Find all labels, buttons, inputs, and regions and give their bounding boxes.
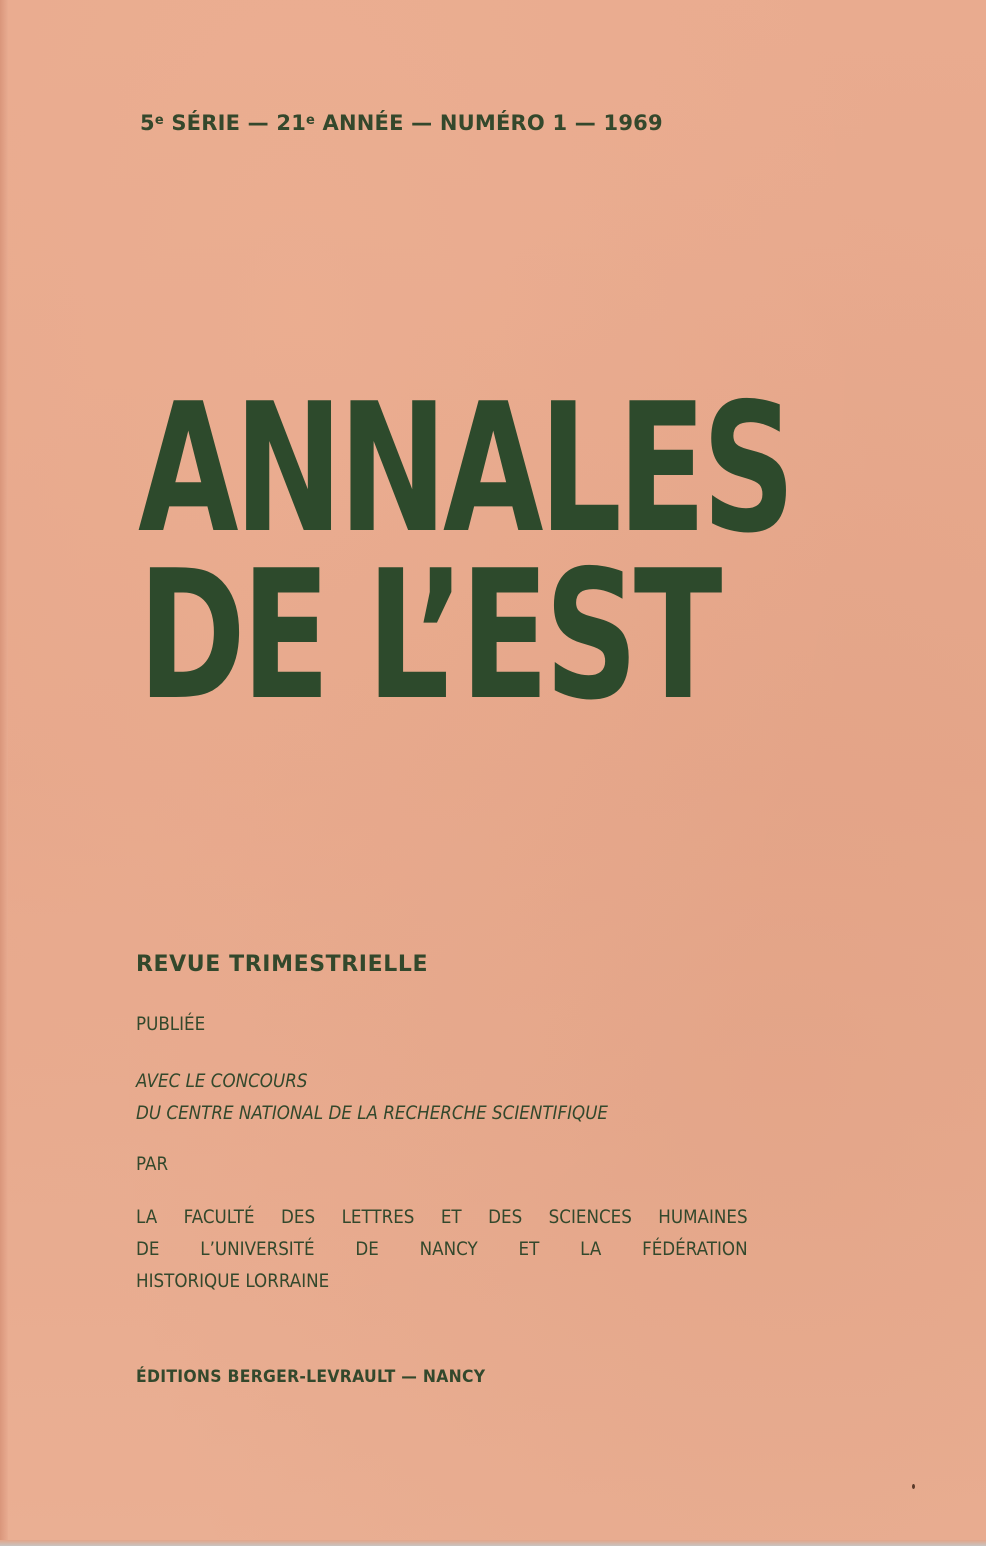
series-label: SÉRIE — bbox=[163, 111, 277, 135]
series-issue-line bbox=[140, 111, 663, 135]
published-label: PUBLIÉE bbox=[136, 1013, 206, 1035]
support-statement bbox=[136, 1065, 608, 1129]
year-number: 21 bbox=[276, 111, 307, 135]
series-number: 5 bbox=[140, 111, 155, 135]
title-line-1: ANNALES bbox=[138, 365, 792, 572]
publisher-line-3: HISTORIQUE LORRAINE bbox=[136, 1270, 330, 1292]
publisher-line-2: DE L’UNIVERSITÉ DE NANCY ET LA FÉDÉRATION bbox=[136, 1238, 748, 1260]
bottom-edge bbox=[0, 1540, 986, 1546]
paper-speck bbox=[912, 1484, 915, 1489]
publisher-line-1: LA FACULTÉ DES LETTRES ET DES SCIENCES HUMAINES bbox=[136, 1206, 748, 1228]
title-line-2: DE L’EST bbox=[138, 532, 719, 739]
publisher-bodies bbox=[136, 1201, 748, 1297]
issue-label: ANNÉE — NUMÉRO 1 — 1969 bbox=[315, 111, 663, 135]
series-ordinal: e bbox=[154, 113, 164, 128]
spine-edge bbox=[0, 0, 8, 1546]
publisher-imprint: ÉDITIONS BERGER-LEVRAULT — NANCY bbox=[136, 1367, 486, 1387]
support-line-2: DU CENTRE NATIONAL DE LA RECHERCHE SCIENTIFIQUE bbox=[136, 1102, 609, 1124]
year-ordinal: e bbox=[306, 113, 316, 128]
by-label: PAR bbox=[136, 1153, 169, 1175]
support-line-1: AVEC LE CONCOURS bbox=[136, 1070, 308, 1092]
subtitle: REVUE TRIMESTRIELLE bbox=[136, 952, 429, 977]
